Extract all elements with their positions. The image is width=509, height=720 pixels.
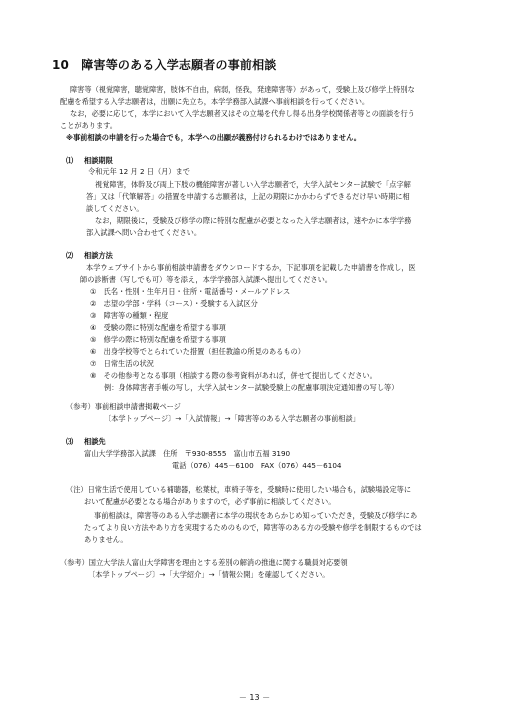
section-3-number: ⑶	[66, 437, 74, 446]
section-1-line: 部入試課へ問い合わせてください。	[86, 228, 202, 237]
reference-1-label: （参考）事前相談申請書掲載ページ	[66, 402, 181, 411]
intro-line: 障害等（視覚障害，聴覚障害，肢体不自由，病弱，怪我，発達障害等）があって，受験上及び修学上特別な	[70, 85, 415, 94]
page-number: － 13 －	[238, 693, 271, 702]
reference-2-path: 〔本学トップページ〕→「大学紹介」→「情報公開」を確認してください。	[88, 570, 330, 579]
section-2-heading: 相談方法	[84, 251, 113, 260]
section-2-number: ⑵	[66, 251, 74, 260]
list-item: ③ 障害等の種類・程度	[90, 311, 169, 320]
list-item: ⑥ 出身学校等でとられていた措置（担任教諭の所見のあるもの）	[90, 347, 305, 356]
note-line: 事前相談は，障害等のある入学志願者に本学の現状をあらかじめ知っていただき，受験及び修学にあ	[94, 511, 418, 520]
section-1-number: ⑴	[66, 156, 74, 165]
reference-2-label: （参考）国立大学法人富山大学障害を理由とする差別の解消の推進に関する職員対応要領	[60, 558, 348, 567]
section-title: 10 障害等のある入学志願者の事前相談	[52, 58, 277, 72]
section-1-line: 答」又は「代筆解答」の措置を申請する志願者は，上記の期限にかかわらずできるだけ早い時期に相	[86, 192, 410, 201]
contact-phone: 電話（076）445－6100 FAX（076）445－6104	[172, 461, 342, 470]
section-1-line: 視覚障害，体幹及び両上下肢の機能障害が著しい入学志願者で，大学入試センター試験で「点字解	[95, 180, 411, 189]
list-item: ② 志望の学部・学科（コース）・受験する入試区分	[90, 299, 258, 308]
list-item: ⑧ その他参考となる事項（相談する際の参考資料があれば，併せて提出してください。	[90, 371, 377, 380]
intro-line: ことがあります。	[60, 121, 117, 130]
list-item: ⑤ 修学の際に特別な配慮を希望する事項	[90, 335, 226, 344]
list-item: ⑦ 日常生活の状況	[90, 359, 154, 368]
intro-line: 配慮を希望する入学志願者は，出願に先立ち，本学学務部入試課へ事前相談を行ってください。	[60, 97, 370, 106]
intro-notice: ※事前相談の申請を行った場合でも，本学への出願が義務付けられるわけではありません。	[66, 133, 361, 142]
note-line: おいて配慮が必要となる場合がありますので，必ず事前に相談してください。	[84, 497, 336, 506]
contact-address: 富山大学学務部入試課 住所 〒930-8555 富山市五福 3190	[84, 449, 291, 458]
list-example: 例：身体障害者手帳の写し，大学入試センター試験受験上の配慮事項決定通知書の写し等）	[104, 383, 399, 392]
section-2-line: 本学ウェブサイトから事前相談申請書をダウンロードするか，下記事項を記載した申請書を作成し，医	[86, 263, 416, 272]
section-1-line: なお，期限後に，受験及び修学の際に特別な配慮が必要となった入学志願者は，速やかに本学学務	[95, 216, 412, 225]
section-2-line: 師の診断書（写しでも可）等を添え，本学学務部入試課へ提出してください。	[80, 275, 332, 284]
section-1-heading: 相談期限	[84, 156, 113, 165]
section-1-date: 令和元年 12 月 2 日（月）まで	[88, 167, 190, 176]
note-line: ありません。	[84, 535, 128, 544]
section-3-heading: 相談先	[84, 437, 106, 446]
note-line: （注）日常生活で使用している補聴器，松葉杖，車椅子等を，受験時に使用したい場合も，試験場設定等に	[66, 485, 412, 494]
list-item: ① 氏名・性別・生年月日・住所・電話番号・メールアドレス	[90, 287, 291, 296]
reference-1-path: 〔本学トップページ〕→「入試情報」→「障害等のある入学志願者の事前相談」	[104, 414, 360, 423]
note-line: たってより良い方法やあり方を実現するためのもので，障害等のある方の受験や修学を制限するものでは	[84, 523, 422, 532]
section-1-line: 談してください。	[86, 204, 144, 213]
list-item: ④ 受験の際に特別な配慮を希望する事項	[90, 323, 226, 332]
intro-line: なお，必要に応じて，本学において入学志願者又はその立場を代弁し得る出身学校関係者等との面談を行う	[70, 109, 415, 118]
